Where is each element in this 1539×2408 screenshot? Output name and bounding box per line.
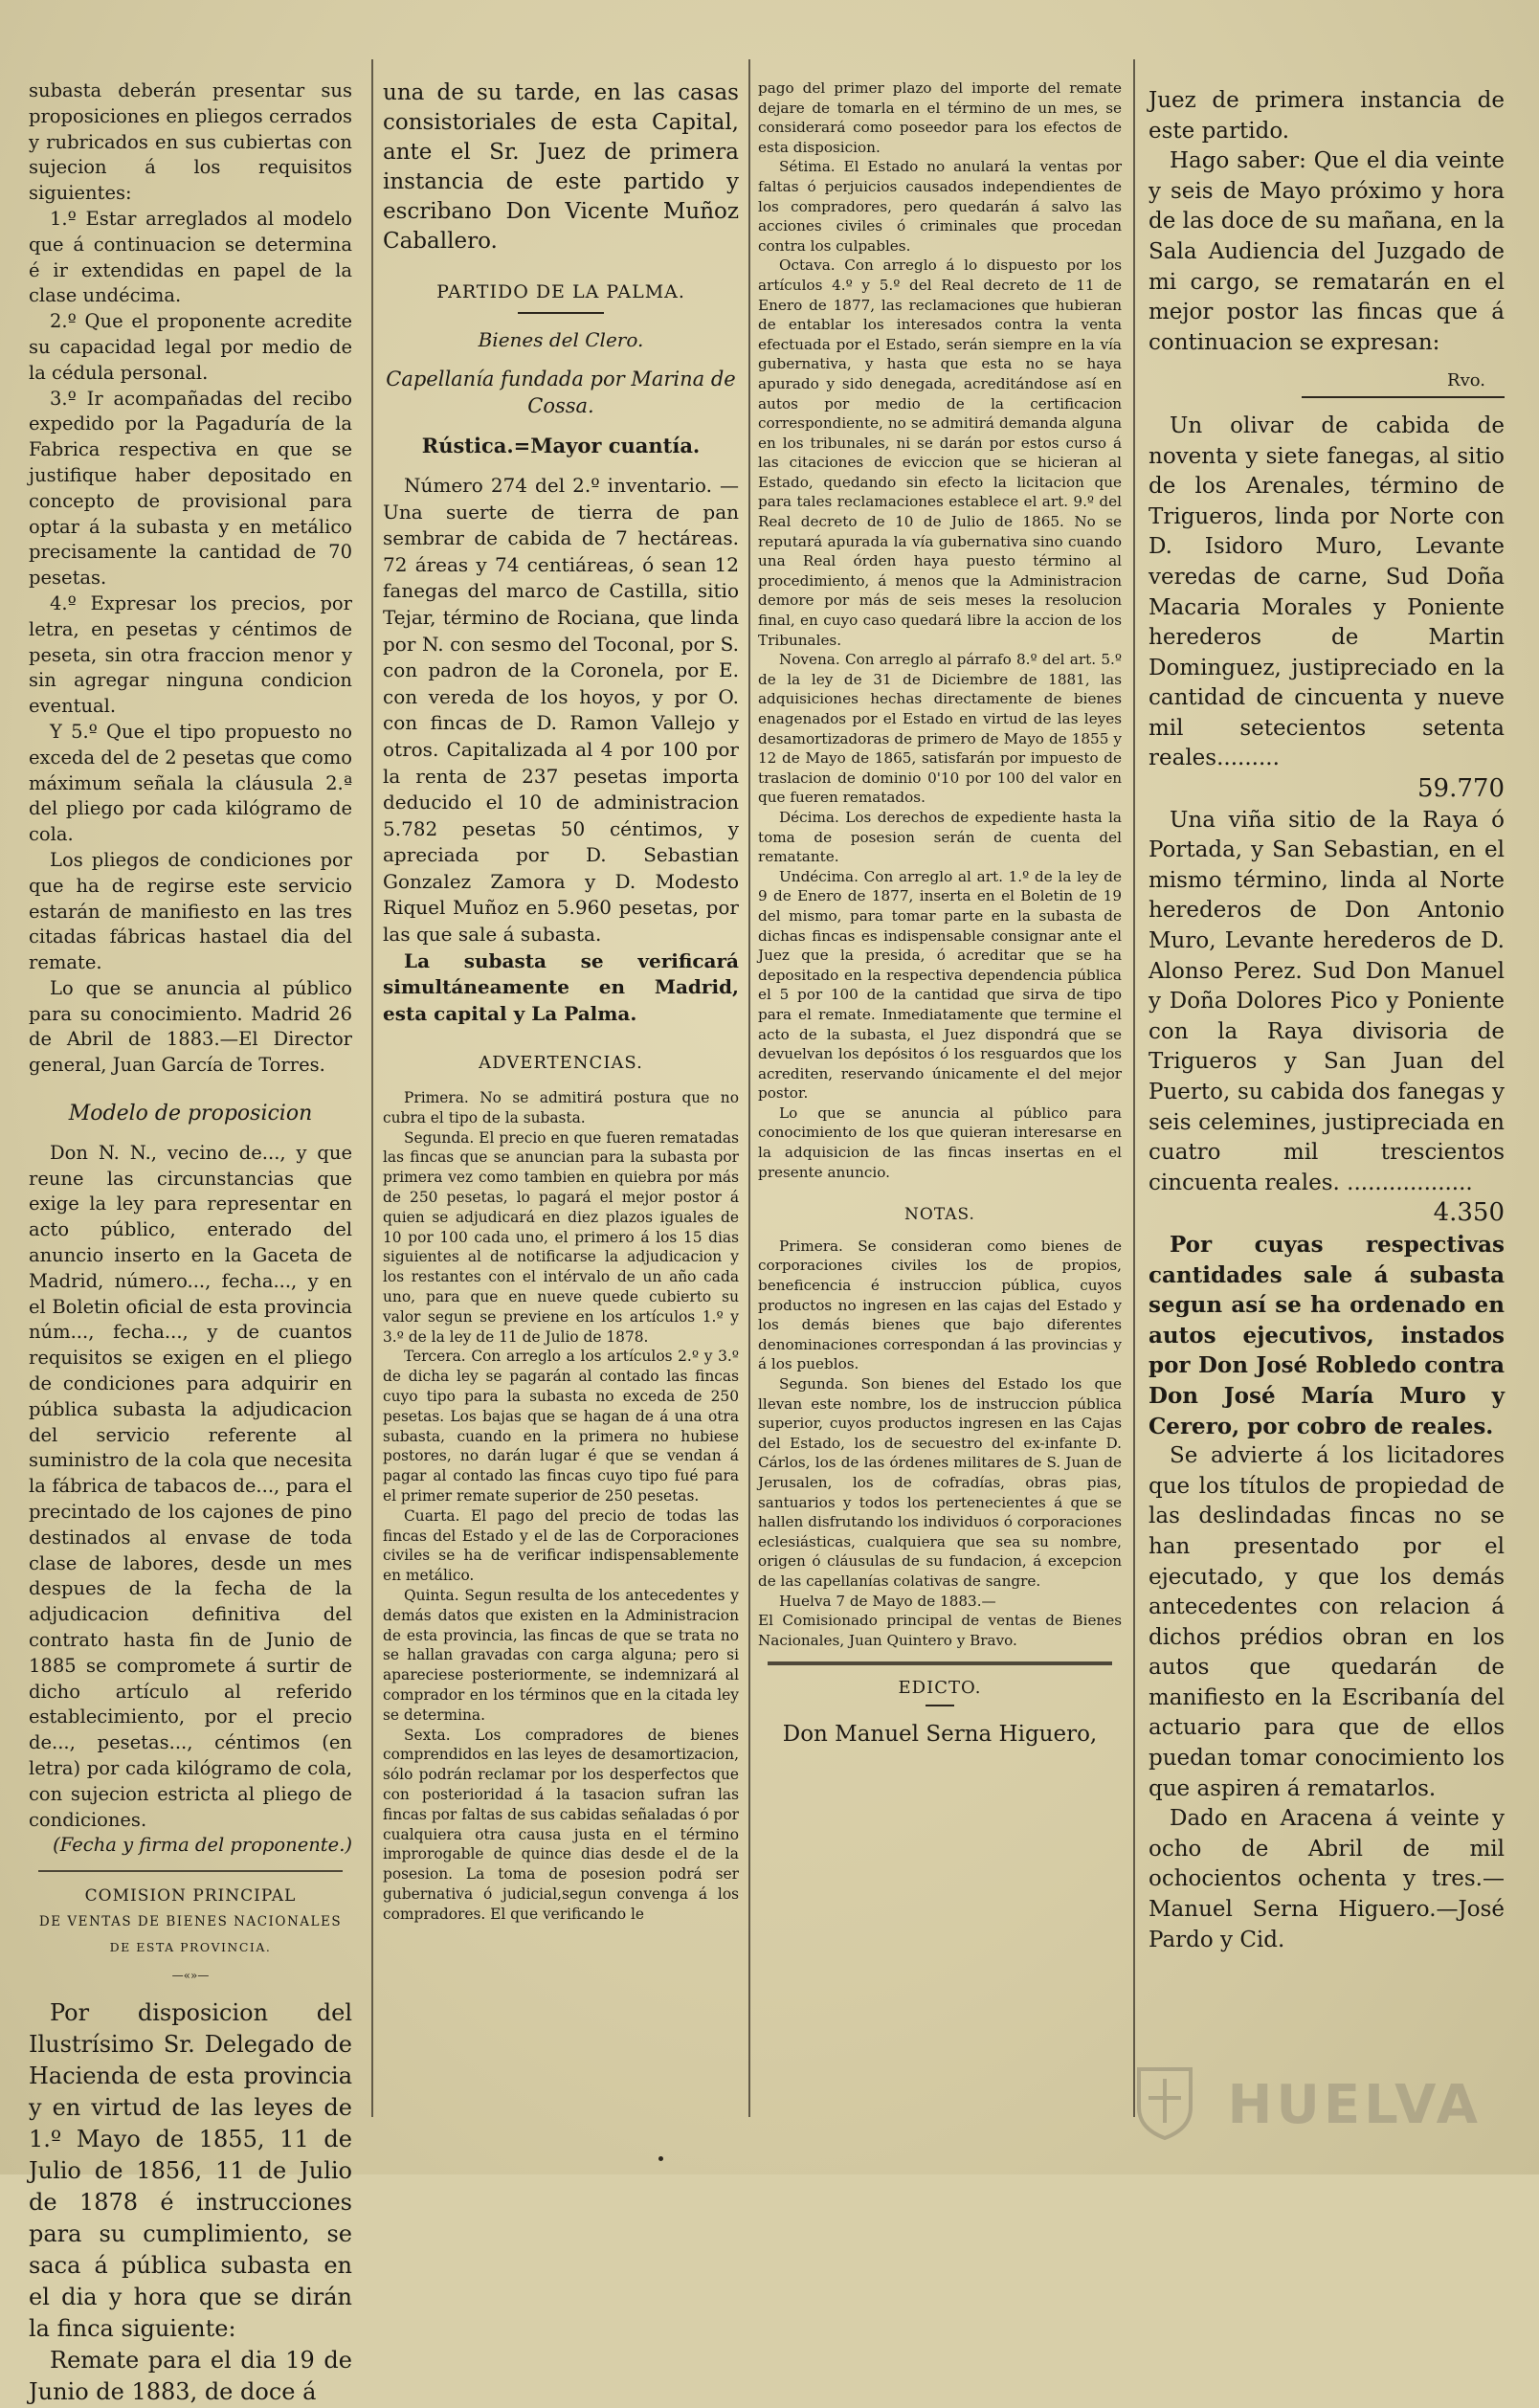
paragraph: Quinta. Segun resulta de los antecedentes y demás datos que existen en la Administracion de esta provincia, las fincas de que se trata no se hallan gravadas con carga alguna; pero si apareciese posteriormente, se indemnizará al comprador en los términos que en la citada ley se determina. [383,1586,739,1724]
shield-icon [1135,2065,1194,2140]
paragraph: 1.º Estar arreglados al modelo que á continuacion se determina é ir extendidas en papel de la clase undécima. [29,207,352,307]
property-entry [1149,806,1505,1230]
paragraph: Lo que se anuncia al público para conocimiento de los que quieran interesarse en la adquisicion de las fincas insertas en el presente anuncio. [758,1104,1122,1181]
signature-line: El Comisionado principal de ventas de Bienes Nacionales, Juan Quintero y Bravo. [758,1612,1122,1649]
paragraph: Y 5.º Que el tipo propuesto no exceda del de 2 pesetas que como máximum señala la cláusula 2.ª del pliego por cada kilógramo de cola. [29,720,352,846]
paragraph: Hago saber: Que el dia veinte y seis de Mayo próximo y hora de las doce de su mañana, en la Sala Audiencia del Juzgado de mi cargo, se rematarán en el mejor postor las fincas que á continuacion se expresan: [1149,148,1505,355]
paragraph: Octava. Con arreglo á lo dispuesto por los artículos 4.º y 5.º del Real decreto de 11 de Enero de 1877, las reclamaciones que hubieran de entablar los interesados contra la venta efectuada por el Estado, serán siempre en la vía gubernativa, y hasta que esta no se haya apurado y sido denegada, acreditándose así en autos por medio de la certificacion correspondiente, no se admitirá demanda alguna en los tribunales, ni se darán por estos curso á las citaciones de eviccion que se hicieran al Estado, quedando sin efecto la licitacion que para tales reclamaciones establece el art. 9.º del Real decreto de 10 de Julio de 1865. No se reputará apurada la vía gubernativa sino cuando una Real órden haya puesto término al procedimiento, á menos que la Administracion demore por más de seis meses la resolucion final, en cuyo caso quedará libre la accion de los Tribunales. [758,256,1122,649]
paragraph: Dado en Aracena á veinte y ocho de Abril de mil ochocientos ochenta y tres.—Manuel Serna Higuero.—José Pardo y Cid. [1149,1806,1505,1952]
paragraph: Los pliegos de condiciones por que ha de regirse este servicio estarán de manifiesto en las tres citadas fábricas hastael dia del remate. [29,848,352,974]
ornament: —«»— [171,1968,210,1982]
paragraph: Cuarta. El pago del precio de todas las fincas del Estado y el de las de Corporaciones civiles se ha de verificar indispensablemente en metálico. [383,1506,739,1585]
section-title: NOTAS. [904,1205,975,1225]
column-4 [1149,86,1505,2144]
column-rule [1133,59,1135,2117]
paragraph: 4.º Expresar los precios, por letra, en pesetas y céntimos de peseta, sin otra fraccion menor y sin agregar ninguna condicion eventual. [29,591,352,718]
paragraph: Juez de primera instancia de este partido. [1149,88,1505,144]
paragraph: Don Manuel Serna Higuero, [782,1721,1098,1747]
divider [518,312,604,314]
paragraph: La subasta se verificará simultáneamente en Madrid, esta capital y La Palma. [383,948,739,1025]
paragraph: Sétima. El Estado no anulará la ventas por faltas ó perjuicios causados independientes de los compradores, pero quedarán á salvo las acciones civiles ó criminales que procedan contra los culpables. [758,158,1122,255]
paragraph: Sexta. Los compradores de bienes comprendidos en las leyes de desamortizacion, sólo podrán reclamar por los desperfectos que con posterioridad á la tasacion sufran las fincas por faltas de sus cabidas señaladas ó por cualquiera otra causa justa en el término improrogable de quince dias desde el de la posesion. La toma de posesion podrá ser gubernativa ó judicial,segun convenga á los compradores. El que verificando le [383,1726,739,1923]
paragraph: 2.º Que el proponente acredite su capacidad legal por medio de la cédula personal. [29,310,352,384]
paragraph: Primera. No se admitirá postura que no cubra el tipo de la subasta. [383,1089,739,1126]
section-subtitle: DE ESTA PROVINCIA. [109,1939,272,1954]
amount-value: 59.770 [1417,774,1505,804]
section-title: ADVERTENCIAS. [479,1053,643,1074]
section-subtitle: Rústica.=Mayor cuantía. [421,434,701,458]
paragraph: Novena. Con arreglo al párrafo 8.º del art. 5.º de la ley de 31 de Diciembre de 1881, las adquisiciones hechas directamente de bienes enagenados por el Estado en virtud de las leyes desamortizadoras de primero de Mayo de 1855 y 12 de Mayo de 1865, satisfarán por impuesto de traslacion de dominio 0'10 por 100 del valor en que fueren rematados. [758,651,1122,807]
section-subtitle: Bienes del Clero. [478,327,644,351]
column-1 [29,78,352,2406]
page-mark [658,2156,663,2161]
column-3 [758,78,1122,2136]
paragraph: pago del primer plazo del importe del remate dejare de tomarla en el término de un mes, se considerará como poseedor para los efectos de esta disposicion. [758,79,1122,156]
date-line: Huelva 7 de Mayo de 1883.— [779,1592,996,1610]
paragraph: Don N. N., vecino de..., y que reune las circunstancias que exige la ley para representar en acto público, enterado del anuncio inserto en la Gaceta de Madrid, número..., fecha..., y en el Boletin oficial de esta provincia núm..., fecha..., y de cuantos requisitos se exigen en el pliego de condiciones para adquirir en pública subasta la adjudicacion del servicio referente al suministro de la cola que necesita la fábrica de tabacos de..., para el precintado de los cajones de pino destinados al envase de toda clase de labores, desde un mes despues de la fecha de la adjudicacion definitiva del contrato hasta fin de Junio de 1885 se compromete á surtir de dicho artículo al referido establecimiento, por el precio de..., pesetas..., céntimos (en letra) por cada kilógramo de cola, con sujecion estricta al pliego de condiciones. [29,1141,352,1831]
property-entry [1149,412,1505,806]
paragraph: 3.º Ir acompañadas del recibo expedido por la Pagaduría de la Fabrica respectiva en que se justifique haber depositado en concepto de provisional para optar á la subasta y en metálico precisamente la cantidad de 70 pesetas. [29,387,352,590]
paragraph: Primera. Se consideran como bienes de corporaciones civiles los de propios, beneficencia é instruccion pública, cuyos productos no ingresen en las cajas del Estado y los demás bienes que bajo diferentes denominaciones correspondan á las provincias y á los pueblos. [758,1237,1122,1373]
column-rule [371,59,373,2117]
paragraph: subasta deberán presentar sus proposiciones en pliegos cerrados y rubricados en sus cubiertas con sujecion á los requisitos siguientes: [29,79,352,205]
amount [1149,774,1505,806]
amount-value: 4.350 [1433,1198,1505,1228]
paragraph: Tercera. Con arreglo a los artículos 2.º y 3.º de dicha ley se pagarán al contado las fincas cuyo tipo para la subasta no exceda de 250 pesetas. Los bajas que se hagan de á una otra subasta, cuando en la primera no hubiese postores, no darán lugar é que se vendan á pagar al contado las fincas cuyo tipo fué para el primer remate superior de 250 pesetas. [383,1348,739,1505]
paragraph: Por disposicion del Ilustrísimo Sr. Delegado de Hacienda de esta provincia y en virtud de las leyes de 1.º Mayo de 1855, 11 de Julio de 1856, 11 de Julio de 1878 é instrucciones para su cumplimiento, se saca á pública subasta en el dia y hora que se dirán la finca siguiente: [29,1999,352,2343]
divider [768,1661,1112,1665]
paragraph: Segunda. El precio en que fueren rematadas las fincas que se anuncian para la subasta por primera vez como tambien en quiebra por más de 250 pesetas, lo pagará el mejor postor á quien se adjudicará en diez plazos iguales de 10 por 100 cada uno, el primero á los 15 dias siguientes al de notificarse la adjudicacion y los restantes con el intérvalo de un año cada uno, para que en nueve quede cubierto su valor segun se previene en los artículos 1.º y 3.º de la ley de 11 de Julio de 1878. [383,1128,739,1346]
section-subtitle: DE VENTAS DE BIENES NACIONALES [38,1913,343,1929]
paragraph: Por cuyas respectivas cantidades sale á subasta segun así se ha ordenado en autos ejecutivos, instados por Don José Robledo contra Don José María Muro y Cerero, por cobro de reales. [1149,1231,1505,1439]
paragraph: Décima. Los derechos de expediente hasta la toma de posesion serán de cuenta del rematante. [758,808,1122,866]
paragraph: Se advierte á los licitadores que los títulos de propiedad de las deslindadas fincas no se han presentado por el ejecutado, y que los demás antecedentes con relacion á dichos prédios obran en los autos que quedarán de manifiesto en la Escribanía del actuario para que de ellos puedan tomar conocimiento los que aspiren á rematarlos. [1149,1443,1505,1801]
paragraph: Una viña sitio de la Raya ó Portada, y San Sebastian, en el mismo término, linda al Norte herederos de Don Antonio Muro, Levante herederos de D. Alonso Perez. Sud Don Manuel y Doña Dolores Pico y Poniente con la Raya divisoria de Trigueros y San Juan del Puerto, su cabida dos fanegas y seis celemines, justipreciada en cuatro mil trescientos cincuenta reales. .................. [1149,807,1505,1195]
paragraph: una de su tarde, en las casas consistoriales de esta Capital, ante el Sr. Juez de primera instancia de este partido y escribano Don Vicente Muñoz Caballero. [383,80,739,254]
section-title: Modelo de proposicion [68,1102,313,1126]
paragraph: Undécima. Con arreglo al art. 1.º de la ley de 9 de Enero de 1877, inserta en el Boletin de 19 del mismo, para tomar parte en la subasta de dichas fincas es indispensable consignar ante el Juez que la presida, ó acreditar que se ha depositado en la respectiva dependencia pública el 5 por 100 de la cantidad que sirva de tipo para el remate. Inmediatamente que termine el acto de la subasta, el Juez dispondrá que se devuelvan los depósitos ó los resguardos que los acrediten, reservando únicamente el del mejor postor. [758,867,1122,1103]
paragraph: Remate para el dia 19 de Junio de 1883, de doce á [29,2347,352,2406]
paragraph: Un olivar de cabida de noventa y siete fanegas, al sitio de los Arenales, término de Trigueros, linda por Norte con D. Isidoro Muro, Levante veredas de carne, Sud Doña Macaria Morales y Poniente herederos de Martin Dominguez, justipreciado en la cantidad de cincuenta y nueve mil setecientos setenta reales......... [1149,412,1505,771]
paragraph: Número 274 del 2.º inventario. —Una suerte de tierra de pan sembrar de cabida de 7 hectáreas. 72 áreas y 74 centiáreas, ó sean 12 fanegas del marco de Castilla, sitio Tejar, término de Rociana, que linda por N. con sesmo del Toconal, por S. con padron de la Coronela, por E. con vereda de los hoyos, y por O. con fincas de D. Ramon Vallejo y otros. Capitalizada al 4 por 100 por la renta de 237 pesetas importa deducido el 10 de administracion 5.782 pesetas 50 céntimos, y apreciada por D. Sebastian Gonzalez Zamora y D. Modesto Riquel Muñoz en 5.960 pesetas, por las que sale á subasta. [383,473,739,947]
column-2 [383,78,739,2136]
section-title: COMISION PRINCIPAL [84,1886,297,1906]
section-title: EDICTO. [898,1678,982,1699]
paragraph: Lo que se anuncia al público para su conocimiento. Madrid 26 de Abril de 1883.—El Director general, Juan García de Torres. [29,976,352,1077]
column-heading: Rvo. [1302,366,1505,398]
paragraph: Segunda. Son bienes del Estado los que llevan este nombre, los de instruccion pública superior, cuyos productos ingresen en las Cajas del Estado, los de secuestro del ex-infante D. Cárlos, los de las órdenes militares de S. Juan de Jerusalen, los de cofradías, obras pias, santuarios y todos los pertenecientes á que se hallen disfrutando los individuos ó corporaciones eclesiásticas, cualquiera que sea su nombre, origen ó cláusulas de su fundacion, á excepcion de las capellanías colativas de sangre. [758,1375,1122,1590]
signature-line: (Fecha y firma del proponente.) [53,1834,352,1857]
section-subtitle: Capellanía fundada por Marina de Cossa. [386,368,736,417]
section-title: PARTIDO DE LA PALMA. [436,281,685,302]
amount [1149,1198,1505,1230]
divider [38,1870,343,1872]
watermark: HUELVA [1227,2074,1482,2136]
divider [926,1705,954,1706]
column-rule [748,59,750,2117]
